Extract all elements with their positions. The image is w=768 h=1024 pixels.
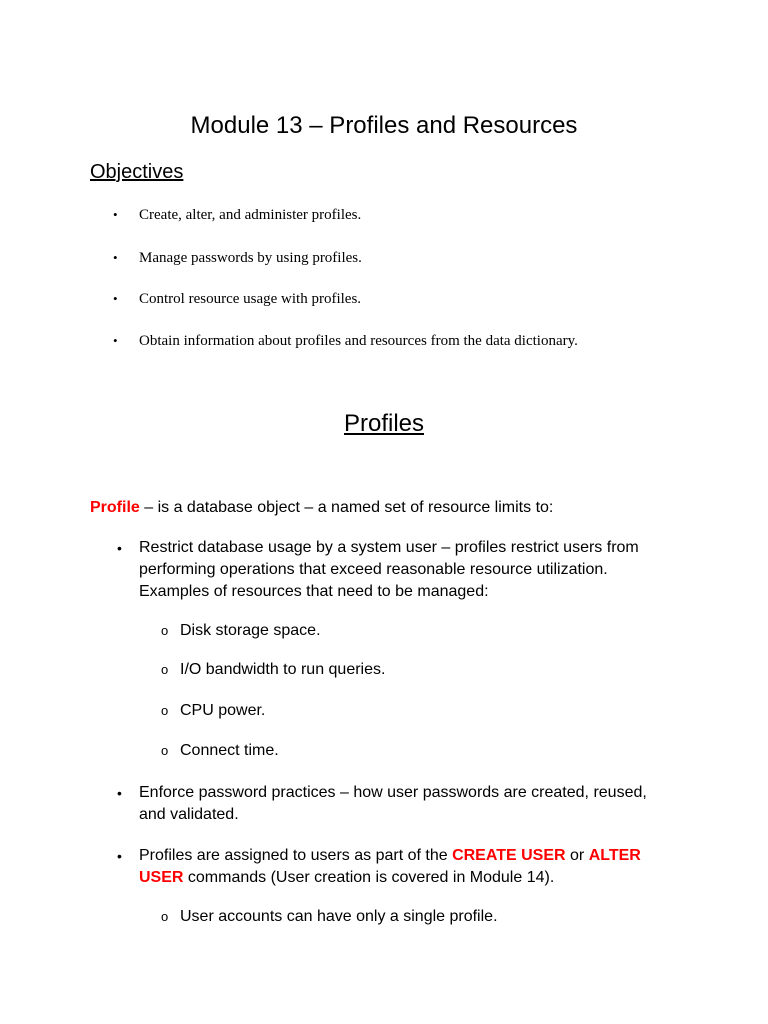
bullet-icon: • — [117, 540, 122, 556]
objective-text: Create, alter, and administer profiles. — [139, 207, 362, 223]
objective-text: Manage passwords by using profiles. — [139, 250, 362, 266]
resource-text: Disk storage space. — [180, 622, 321, 639]
bullet-text: Enforce password practices – how user passwords are created, reused, and validated. — [139, 784, 647, 823]
bullet-text-part: or — [565, 847, 589, 864]
bullet-icon: • — [113, 207, 118, 222]
circle-bullet-icon: o — [161, 662, 169, 677]
list-item — [117, 845, 659, 889]
profiles-heading: Profiles — [343, 410, 425, 437]
resource-text: I/O bandwidth to run queries. — [180, 661, 386, 678]
bullet-text-part: commands (User creation is covered in Module 14). — [183, 869, 555, 886]
bullet-icon: • — [117, 785, 122, 801]
objective-item — [113, 248, 362, 268]
objectives-heading: Objectives — [90, 161, 184, 183]
resource-item — [161, 740, 279, 762]
profile-definition-text: – is a database object – a named set of resource limits to: — [139, 499, 554, 516]
note-item — [161, 906, 498, 928]
profile-term: Profile — [90, 499, 140, 516]
bullet-icon: • — [113, 291, 118, 306]
alter-user-command: ALTER USER — [139, 847, 641, 886]
objective-item — [113, 205, 361, 225]
resource-item — [161, 700, 265, 722]
bullet-text-part: Profiles are assigned to users as part of the — [139, 847, 453, 864]
bullet-icon: • — [113, 333, 118, 348]
profile-definition — [90, 497, 553, 518]
circle-bullet-icon: o — [161, 743, 169, 758]
bullet-icon: • — [117, 848, 122, 864]
circle-bullet-icon: o — [161, 623, 169, 638]
circle-bullet-icon: o — [161, 909, 169, 924]
bullet-text: Restrict database usage by a system user – profiles restrict users from performing operations that exceed reasonable resource utilization. Examples of resources that need to be managed: — [139, 539, 639, 600]
list-item — [117, 782, 659, 826]
resource-item — [161, 620, 321, 642]
resource-item — [161, 659, 385, 681]
resource-text: Connect time. — [180, 742, 279, 759]
create-user-command: CREATE USER — [452, 847, 566, 864]
resource-text: CPU power. — [180, 702, 266, 719]
module-title: Module 13 – Profiles and Resources — [190, 112, 578, 139]
circle-bullet-icon: o — [161, 703, 169, 718]
objective-item — [113, 331, 578, 351]
bullet-icon: • — [113, 250, 118, 265]
objective-item — [113, 289, 361, 309]
note-text: User accounts can have only a single profile. — [180, 908, 498, 925]
objective-text: Obtain information about profiles and resources from the data dictionary. — [139, 333, 578, 349]
list-item — [117, 537, 659, 603]
objective-text: Control resource usage with profiles. — [139, 291, 362, 307]
bullet-text — [139, 845, 659, 889]
